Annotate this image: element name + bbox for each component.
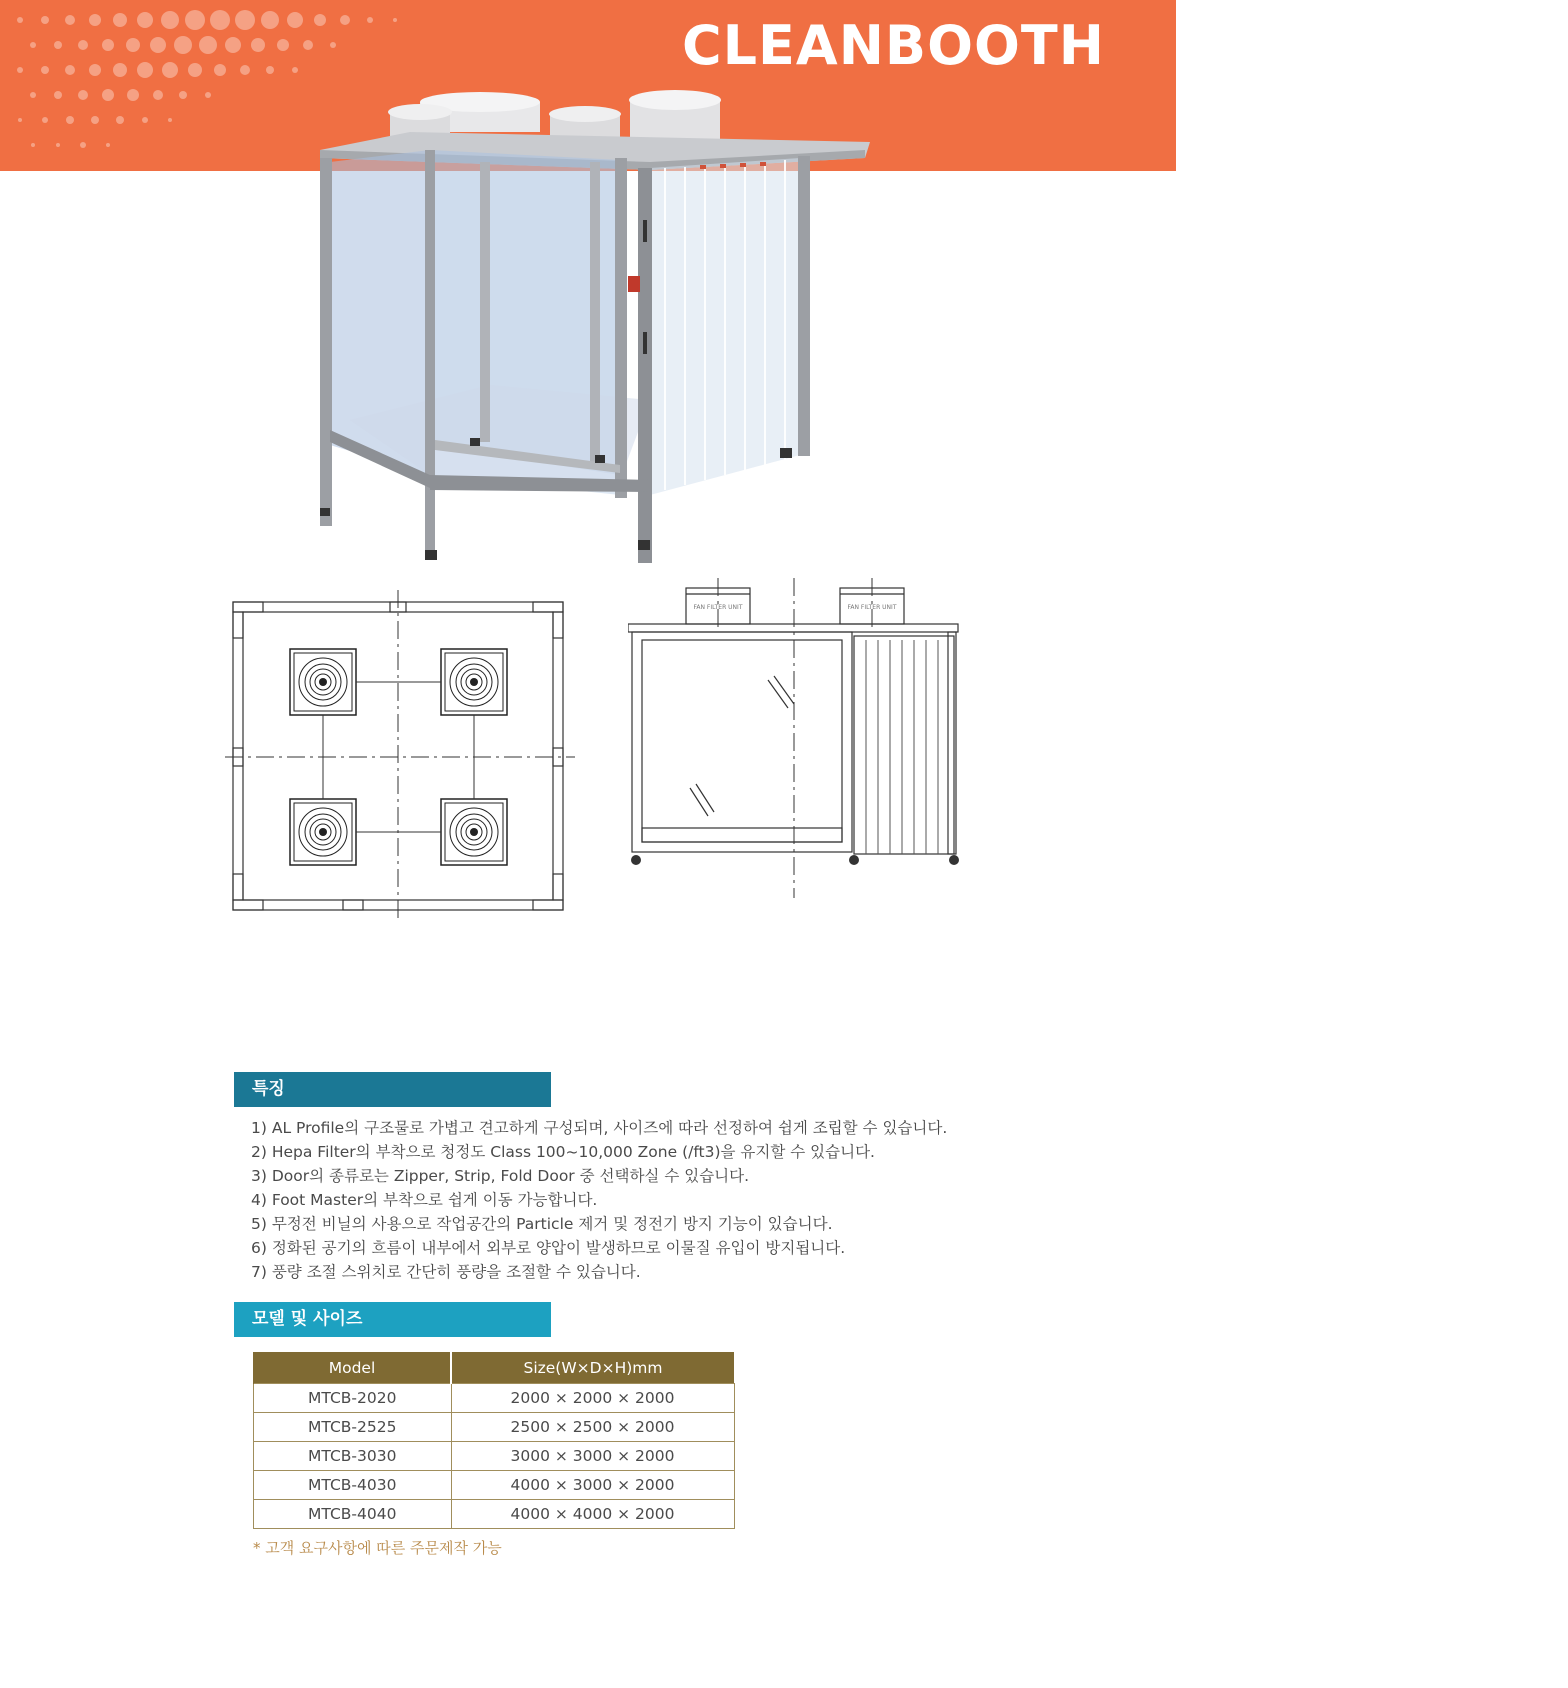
table-header-row: [254, 1352, 735, 1384]
table-row: [254, 1384, 735, 1413]
elevation-view-drawing: [628, 578, 968, 898]
size-cell: 3000 × 3000 × 2000: [451, 1442, 734, 1471]
fan-filter-unit-label-left: FAN FILTER UNIT: [693, 604, 743, 611]
table-row: [254, 1442, 735, 1471]
feature-item: 4) Foot Master의 부착으로 쉽게 이동 가능합니다.: [251, 1191, 598, 1209]
features-list: [251, 1116, 947, 1284]
feature-item: 7) 풍량 조절 스위치로 간단히 풍량을 조절할 수 있습니다.: [251, 1263, 641, 1281]
table-row: [254, 1500, 735, 1529]
column-header-model: Model: [254, 1352, 452, 1384]
feature-item: 5) 무정전 비닐의 사용으로 작업공간의 Particle 제거 및 정전기 방지 기능이 있습니다.: [251, 1215, 833, 1233]
feature-item: 6) 정화된 공기의 흐름이 내부에서 외부로 양압이 발생하므로 이물질 유입이 방지됩니다.: [251, 1239, 846, 1257]
model-cell: MTCB-4040: [254, 1500, 452, 1529]
size-cell: 2000 × 2000 × 2000: [451, 1384, 734, 1413]
size-cell: 4000 × 4000 × 2000: [451, 1500, 734, 1529]
cleanbooth-illustration: [320, 80, 880, 570]
model-cell: MTCB-4030: [254, 1471, 452, 1500]
fan-filter-unit-label-right: FAN FILTER UNIT: [847, 604, 897, 611]
table-row: [254, 1413, 735, 1442]
model-cell: MTCB-2020: [254, 1384, 452, 1413]
plan-view-drawing: [225, 590, 585, 920]
column-header-size: Size(W×D×H)mm: [451, 1352, 734, 1384]
size-cell: 2500 × 2500 × 2000: [451, 1413, 734, 1442]
features-heading: 특징: [234, 1072, 551, 1107]
custom-order-note: * 고객 요구사항에 따른 주문제작 가능: [253, 1539, 502, 1557]
feature-item: 3) Door의 종류로는 Zipper, Strip, Fold Door 중 선택하실 수 있습니다.: [251, 1167, 750, 1185]
models-heading: 모델 및 사이즈: [234, 1302, 551, 1337]
table-row: [254, 1471, 735, 1500]
feature-item: 1) AL Profile의 구조물로 가볍고 견고하게 구성되며, 사이즈에 따라 선정하여 쉽게 조립할 수 있습니다.: [251, 1119, 948, 1137]
strip-curtain: [650, 158, 800, 495]
feature-item: 2) Hepa Filter의 부착으로 청정도 Class 100~10,000 Zone (/ft3)을 유지할 수 있습니다.: [251, 1143, 875, 1161]
page-title: CLEANBOOTH: [682, 14, 1105, 77]
model-cell: MTCB-2525: [254, 1413, 452, 1442]
size-cell: 4000 × 3000 × 2000: [451, 1471, 734, 1500]
model-cell: MTCB-3030: [254, 1442, 452, 1471]
model-size-table: [253, 1352, 735, 1529]
